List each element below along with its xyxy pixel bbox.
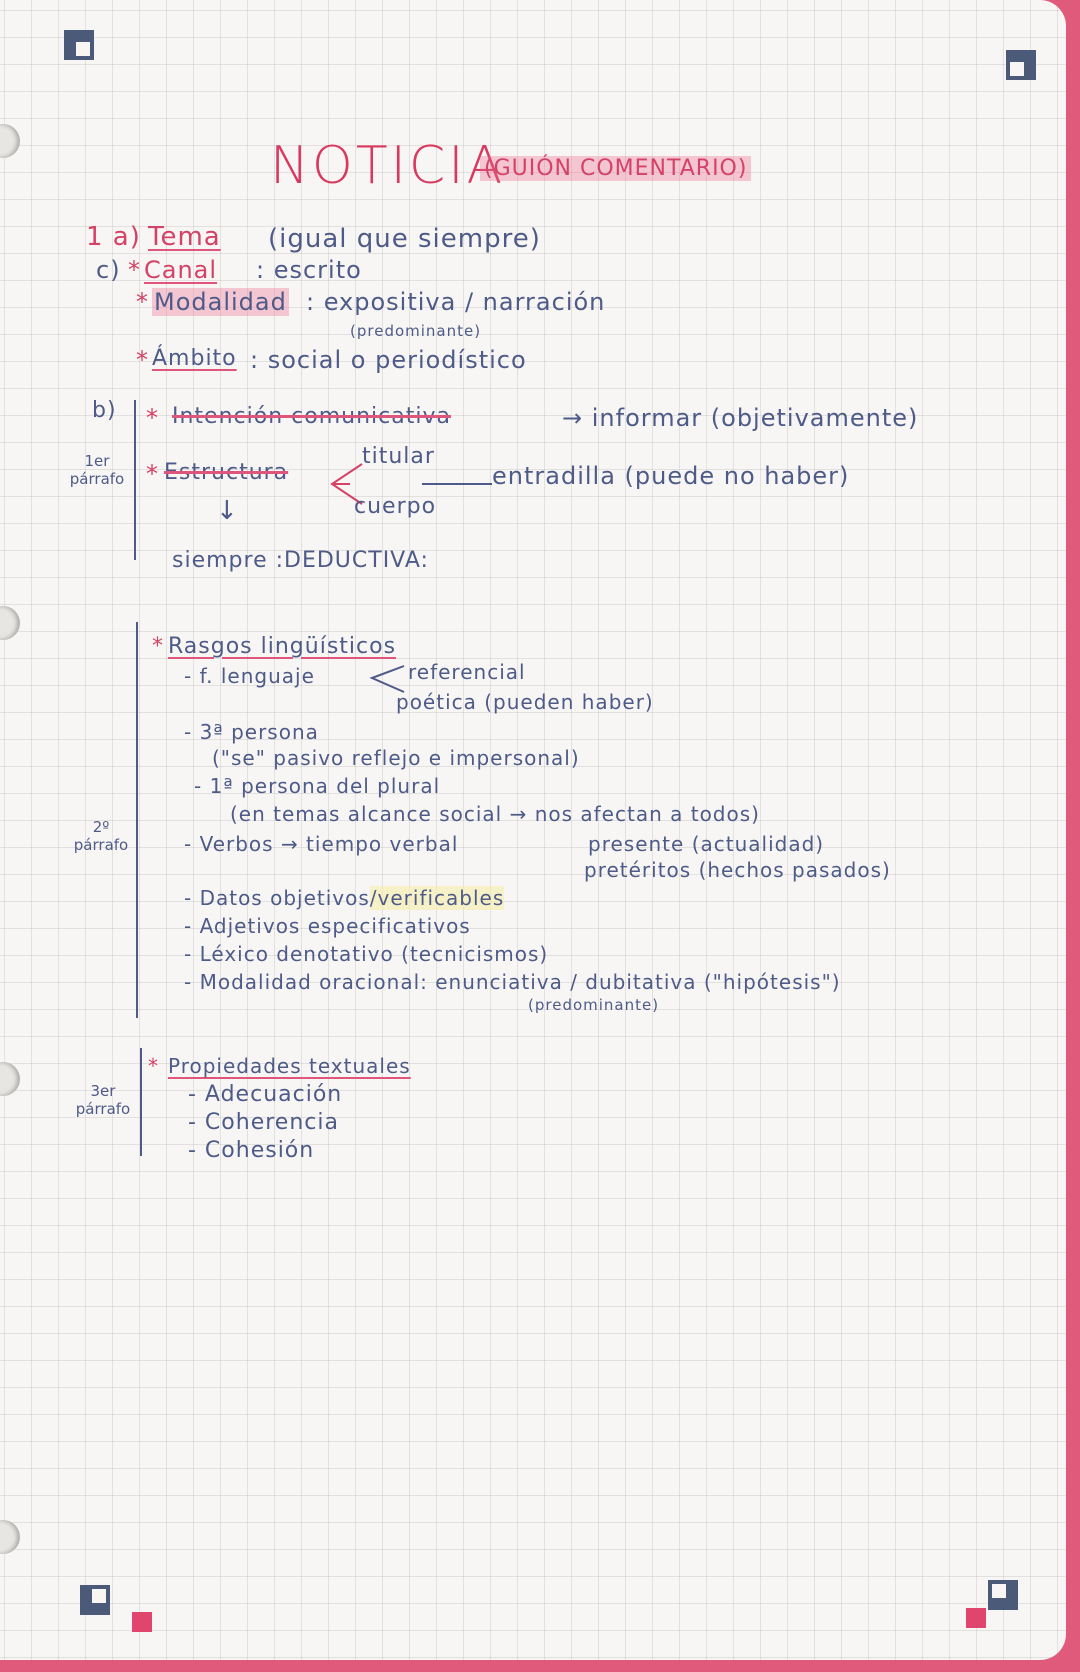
preteritos: pretéritos (hechos pasados) bbox=[584, 858, 891, 882]
estructura-label: Estructura bbox=[164, 460, 289, 485]
paragraph-label: 1er párrafo bbox=[69, 452, 125, 488]
section-brace bbox=[136, 622, 138, 1018]
paragraph-label: 2º párrafo bbox=[73, 818, 129, 854]
section-brace bbox=[134, 400, 136, 560]
estructura-entradilla: entradilla (puede no haber) bbox=[492, 462, 850, 490]
lexico: - Léxico denotativo (tecnicismos) bbox=[184, 942, 549, 966]
modalidad-note: (predominante) bbox=[350, 322, 482, 340]
bullet-icon: * bbox=[136, 288, 149, 316]
binder-hole bbox=[0, 606, 20, 640]
tercera-persona: - 3ª persona bbox=[184, 720, 319, 744]
canal-text: : escrito bbox=[256, 256, 362, 284]
estructura-cuerpo: cuerpo bbox=[354, 494, 437, 519]
f-lenguaje: - f. lenguaje bbox=[184, 664, 315, 688]
adjetivos: - Adjetivos especificativos bbox=[184, 914, 471, 938]
tema-text: (igual que siempre) bbox=[268, 224, 541, 254]
section-brace bbox=[140, 1048, 142, 1156]
estructura-titular: titular bbox=[362, 444, 435, 469]
tema-label: Tema bbox=[148, 222, 221, 252]
intencion-text: → informar (objetivamente) bbox=[562, 404, 919, 432]
binder-hole bbox=[0, 1062, 20, 1096]
item-marker: 1 a) bbox=[86, 222, 141, 252]
bullet-icon: * bbox=[148, 1054, 159, 1078]
canal-label: Canal bbox=[144, 256, 218, 284]
rasgos-heading: Rasgos lingüísticos bbox=[168, 634, 397, 659]
propiedades-heading: Propiedades textuales bbox=[168, 1054, 411, 1078]
intencion-label: Intención comunicativa bbox=[172, 404, 451, 429]
datos: - Datos objetivos/verificables bbox=[184, 886, 505, 910]
primera-note: (en temas alcance social → nos afectan a todos) bbox=[230, 802, 760, 826]
modalidad-note: (predominante) bbox=[528, 996, 660, 1014]
paragraph-label: 3er párrafo bbox=[75, 1082, 131, 1118]
corner-marker-icon bbox=[988, 1580, 1018, 1610]
f-referencial: referencial bbox=[408, 660, 526, 684]
presente: presente (actualidad) bbox=[588, 832, 825, 856]
binder-hole bbox=[0, 1520, 20, 1554]
modalidad-oracional: - Modalidad oracional: enunciativa / dubitativa ("hipótesis") bbox=[184, 970, 841, 994]
item-marker: b) bbox=[92, 398, 117, 423]
tercera-note: ("se" pasivo reflejo e impersonal) bbox=[212, 746, 580, 770]
down-arrow-icon: ↓ bbox=[216, 496, 239, 526]
bullet-icon: * bbox=[136, 346, 149, 374]
bullet-icon: * bbox=[152, 634, 164, 659]
modalidad-label: Modalidad bbox=[154, 288, 287, 316]
bullet-icon: * bbox=[128, 256, 141, 284]
corner-marker-icon bbox=[80, 1585, 110, 1615]
siempre-text: siempre :DEDUCTIVA: bbox=[172, 548, 429, 573]
list-item: - Coherencia bbox=[188, 1110, 339, 1135]
primera-plural: - 1ª persona del plural bbox=[194, 774, 441, 798]
item-marker: c) bbox=[96, 256, 121, 284]
bullet-icon: * bbox=[146, 460, 159, 488]
page-title: NOTICIA bbox=[270, 136, 506, 196]
page-subtitle: (GUIÓN COMENTARIO) bbox=[480, 156, 751, 181]
pink-square-icon bbox=[132, 1612, 152, 1632]
corner-marker-icon bbox=[1006, 50, 1036, 80]
binder-hole bbox=[0, 124, 20, 158]
list-item: - Cohesión bbox=[188, 1138, 315, 1163]
ambito-label: Ámbito bbox=[152, 346, 237, 371]
f-poetica: poética (pueden haber) bbox=[396, 690, 654, 714]
bullet-icon: * bbox=[146, 404, 159, 432]
pink-square-icon bbox=[966, 1608, 986, 1628]
corner-marker-icon bbox=[64, 30, 94, 60]
list-item: - Adecuación bbox=[188, 1082, 343, 1107]
verbos: - Verbos → tiempo verbal bbox=[184, 832, 459, 856]
modalidad-text: : expositiva / narración bbox=[306, 288, 606, 316]
ambito-text: : social o periodístico bbox=[250, 346, 527, 374]
